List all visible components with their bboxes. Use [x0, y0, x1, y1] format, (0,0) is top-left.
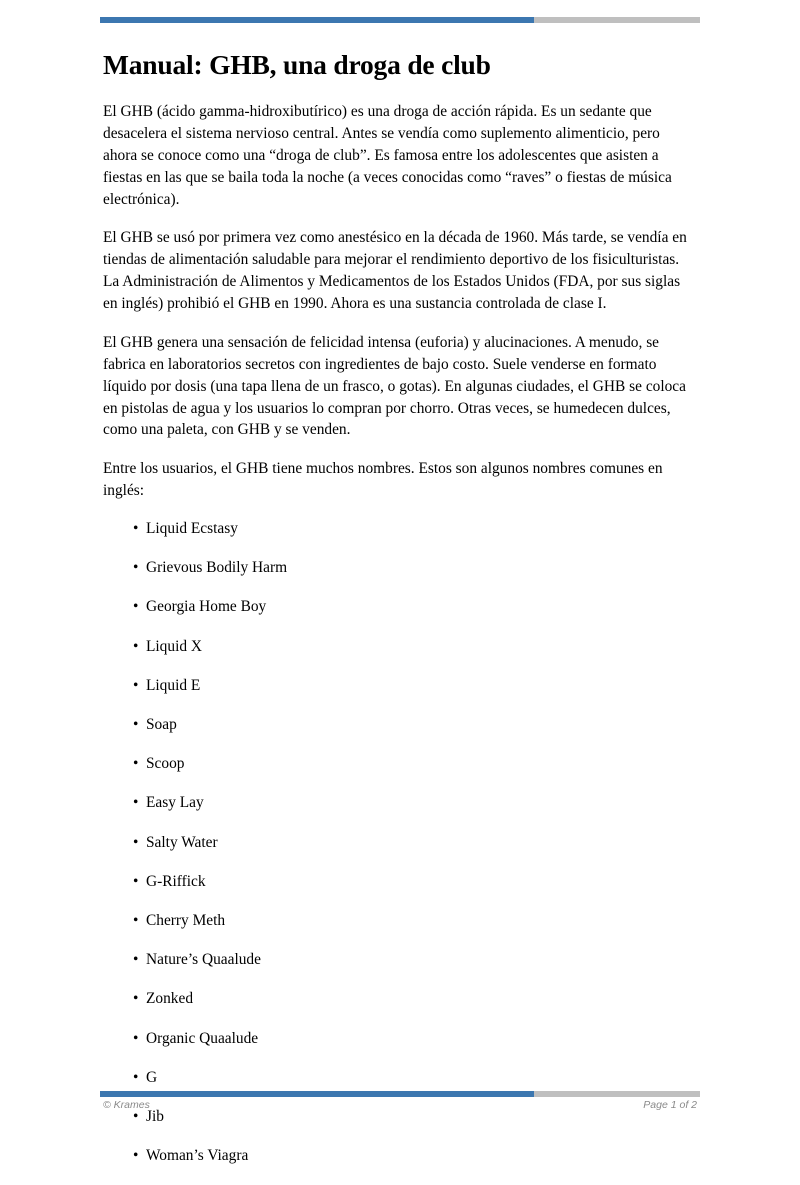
list-item — [103, 793, 697, 813]
list-item-label: Liquid X — [146, 637, 203, 655]
bullet-icon: • — [133, 794, 139, 812]
header-rule-accent-segment — [100, 17, 534, 23]
bullet-icon: • — [133, 676, 139, 694]
list-item-label: Cherry Meth — [146, 912, 226, 930]
bullet-icon: • — [133, 520, 139, 537]
list-item — [103, 989, 697, 1009]
list-item-label: Liquid Ecstasy — [146, 520, 238, 537]
bullet-icon: • — [133, 755, 139, 773]
list-item-label: Liquid E — [146, 676, 201, 694]
list-item-label: Georgia Home Boy — [146, 598, 267, 616]
page-footer — [103, 1099, 697, 1111]
paragraph-effects: El GHB genera una sensación de felicidad intensa (euforia) y alucinaciones. A menudo, se fabrica en laboratorios secretos con ingredientes de bajo costo. Suele venderse en formato líquido por dosis (una tapa llena de un frasco, o gotas). En algunas ciudades, el GHB se coloca en pistolas de agua y los usuarios lo compran por chorro. Otras veces, se humedecen dulces, como una paleta, con GHB y se venden. — [103, 333, 686, 439]
list-item — [103, 754, 697, 774]
list-item-label: Scoop — [146, 755, 185, 773]
list-item — [103, 833, 697, 853]
list-item — [103, 872, 697, 892]
bullet-icon: • — [133, 1147, 139, 1165]
bullet-icon: • — [133, 1108, 139, 1126]
footer-rule — [100, 1091, 700, 1097]
list-item-label: Nature’s Quaalude — [146, 951, 261, 969]
list-item-label: Grievous Bodily Harm — [146, 559, 288, 577]
street-names-list — [103, 519, 697, 1166]
list-item-label: Jib — [146, 1108, 164, 1126]
footer-rule-accent-segment — [100, 1091, 534, 1097]
page-number-label: Page 1 of 2 — [643, 1099, 697, 1111]
list-item — [103, 637, 697, 657]
bullet-icon: • — [133, 1068, 139, 1086]
list-item — [103, 1068, 697, 1088]
list-item — [103, 715, 697, 735]
list-item — [103, 519, 697, 539]
list-item — [103, 676, 697, 696]
bullet-icon: • — [133, 872, 139, 890]
list-item-label: Salty Water — [146, 833, 218, 851]
bullet-icon: • — [133, 990, 139, 1008]
list-item-label: Organic Quaalude — [146, 1029, 259, 1047]
bullet-icon: • — [133, 951, 139, 969]
list-item-label: G — [146, 1068, 158, 1086]
paragraph-street-names-intro: Entre los usuarios, el GHB tiene muchos nombres. Estos son algunos nombres comunes en inglés: — [103, 460, 663, 500]
header-rule — [100, 17, 700, 23]
list-item-label: G-Riffick — [146, 872, 206, 890]
list-item-label: Zonked — [146, 990, 194, 1008]
list-item-label: Soap — [146, 716, 177, 734]
list-item-label: Woman’s Viagra — [146, 1147, 249, 1165]
list-item — [103, 950, 697, 970]
bullet-icon: • — [133, 833, 139, 851]
footer-rule-gray-segment — [534, 1091, 700, 1097]
document-content — [103, 48, 697, 1185]
bullet-icon: • — [133, 716, 139, 734]
list-item — [103, 911, 697, 931]
bullet-icon: • — [133, 598, 139, 616]
paragraph-intro: El GHB (ácido gamma-hidroxibutírico) es una droga de acción rápida. Es un sedante que desacelera el sistema nervioso central. Antes se vendía como suplemento alimenticio, pero ahora se conoce como una “droga de club”. Es famosa entre los adolescentes que asisten a fiestas en las que se baila toda la noche (a veces conocidas como “raves” o fiestas de música electrónica). — [103, 103, 672, 208]
list-item-label: Easy Lay — [146, 794, 204, 812]
bullet-icon: • — [133, 637, 139, 655]
list-item — [103, 597, 697, 617]
list-item — [103, 558, 697, 578]
bullet-icon: • — [133, 912, 139, 930]
list-item — [103, 1029, 697, 1049]
header-rule-gray-segment — [534, 17, 700, 23]
bullet-icon: • — [133, 559, 139, 577]
bullet-icon: • — [133, 1029, 139, 1047]
paragraph-history: El GHB se usó por primera vez como anestésico en la década de 1960. Más tarde, se vendía en tiendas de alimentación saludable para mejorar el rendimiento deportivo de los fisiculturistas. La Administración de Alimentos y Medicamentos de los Estados Unidos (FDA, por sus siglas en inglés) prohibió el GHB en 1990. Ahora es una sustancia controlada de clase I. — [103, 229, 687, 312]
list-item — [103, 1146, 697, 1166]
copyright-label: © Krames — [103, 1099, 150, 1111]
page-title: Manual: GHB, una droga de club — [103, 49, 491, 80]
